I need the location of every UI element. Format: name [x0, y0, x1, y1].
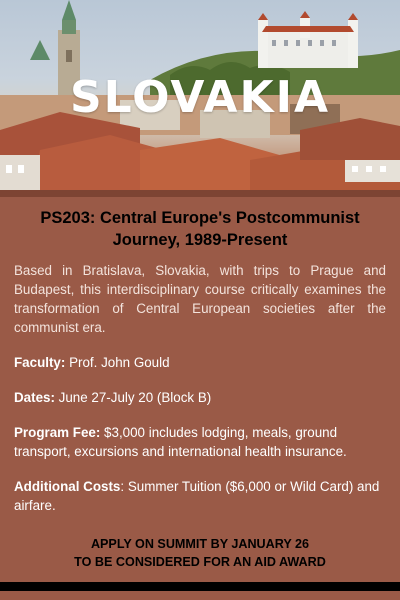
- course-title: PS203: Central Europe's Postcommunist Journey, 1989-Present: [40, 209, 360, 249]
- faculty-value: Prof. John Gould: [65, 355, 170, 370]
- additional-costs-row: [14, 477, 386, 515]
- additional-costs-label: Additional Costs: [14, 479, 121, 494]
- program-fee-label: Program Fee:: [14, 425, 101, 440]
- dates-value: June 27-July 20 (Block B): [54, 390, 212, 405]
- faculty-label: Faculty:: [14, 355, 66, 370]
- course-info: [0, 197, 400, 571]
- hero-photo: [0, 0, 400, 197]
- dates-row: [14, 388, 386, 407]
- apply-call-to-action: [14, 535, 386, 571]
- dates-label: Dates:: [14, 390, 55, 405]
- additional-costs-value: : Summer Tuition ($6,000 or Wild Card) and airfare.: [14, 479, 380, 513]
- program-fee-value: $3,000 includes lodging, meals, ground transport, excursions and international health insurance.: [14, 425, 347, 459]
- bottom-divider: [0, 582, 400, 591]
- hero-title: SLOVAKIA: [69, 72, 331, 123]
- course-intro: Based in Bratislava, Slovakia, with trips to Prague and Budapest, this interdisciplinary course critically examines the transformation of Central European societies after the communist era.: [14, 263, 386, 335]
- faculty-row: [14, 353, 386, 372]
- program-fee-row: [14, 423, 386, 461]
- cta-line-2: TO BE CONSIDERED FOR AN AID AWARD: [74, 555, 326, 569]
- cta-line-1: APPLY ON SUMMIT BY JANUARY 26: [90, 537, 310, 551]
